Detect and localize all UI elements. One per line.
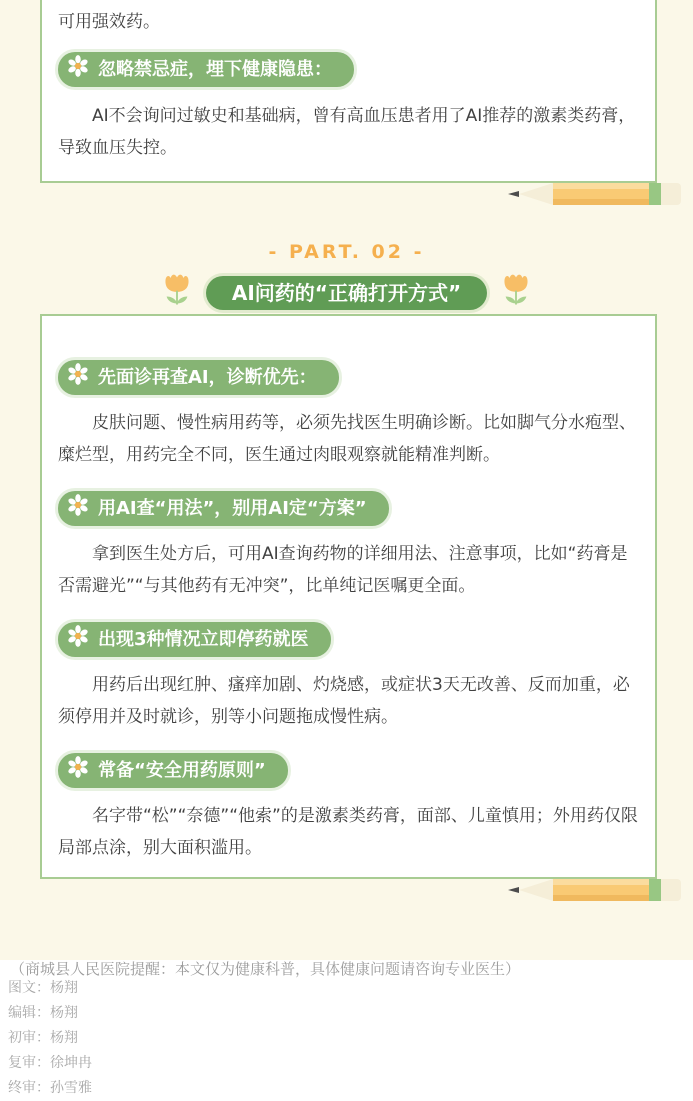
- credits-block: [0, 960, 693, 1101]
- pencil-icon: [508, 183, 681, 205]
- daisy-icon: [67, 625, 89, 647]
- part-title-row: [0, 271, 693, 314]
- paragraph: 皮肤问题、慢性病用药等，必须先找医生明确诊断。比如脚气分水疱型、糜烂型，用药完全不同，医生通过肉眼观察就能精准判断。: [58, 413, 636, 465]
- pencil-divider: [0, 879, 693, 901]
- section: [58, 491, 639, 602]
- daisy-icon: [67, 55, 89, 77]
- paragraph: 可用强效药。: [58, 12, 160, 32]
- daisy-icon: [67, 756, 89, 778]
- daisy-icon: [67, 494, 89, 516]
- tulip-icon: [501, 272, 531, 314]
- section-title: 先面诊再查AI，诊断优先：: [98, 366, 317, 388]
- section: [58, 360, 639, 471]
- content-card-part1: [40, 0, 657, 183]
- pencil-icon: [508, 879, 681, 901]
- pencil-lead: [508, 191, 519, 197]
- credit-line: 初审：杨翔: [8, 1030, 78, 1046]
- paragraph: 用药后出现红肿、瘙痒加剧、灼烧感，或症状3天无改善、反而加重，必须停用并及时就诊，别等小问题拖成慢性病。: [58, 675, 630, 727]
- pencil-eraser: [661, 183, 681, 205]
- part-label: - PART. 02 -: [268, 241, 425, 263]
- section-title-pill: [58, 491, 389, 526]
- daisy-icon: [67, 756, 89, 785]
- credit-line: 复审：徐坤冉: [8, 1055, 92, 1071]
- pencil-band: [649, 183, 661, 205]
- pencil-eraser: [661, 879, 681, 901]
- section: [58, 753, 639, 864]
- daisy-icon: [67, 363, 89, 385]
- section-title: 用AI查“用法”，别用AI定“方案”: [98, 497, 367, 519]
- tulip-icon: [162, 272, 192, 314]
- daisy-icon: [67, 494, 89, 523]
- pencil-lead: [508, 887, 519, 893]
- paragraph: 名字带“松”“奈德”“他索”的是激素类药膏，面部、儿童慎用；外用药仅限局部点涂，别大面积滥用。: [58, 806, 638, 858]
- paragraph: 拿到医生处方后，可用AI查询药物的详细用法、注意事项，比如“药膏是否需避光”“与其他药有无冲突”，比单纯记医嘱更全面。: [58, 544, 628, 596]
- section-title: 出现3种情况立即停药就医: [98, 628, 309, 650]
- daisy-icon: [67, 363, 89, 392]
- daisy-icon: [67, 55, 89, 84]
- pencil-body: [553, 183, 649, 205]
- credit-line: 图文：杨翔: [8, 980, 78, 996]
- pencil-band: [649, 879, 661, 901]
- credit-line: 编辑：杨翔: [8, 1005, 78, 1021]
- section-title: 忽略禁忌症，埋下健康隐患：: [98, 58, 332, 80]
- section-title-pill: [58, 360, 339, 395]
- section: [58, 622, 639, 733]
- pencil-body: [553, 879, 649, 901]
- pencil-wood: [519, 183, 553, 205]
- pencil-divider: [0, 183, 693, 205]
- content-card-part2: [40, 314, 657, 879]
- daisy-icon: [67, 625, 89, 654]
- paragraph: AI不会询问过敏史和基础病，曾有高血压患者用了AI推荐的激素类药膏，导致血压失控。: [58, 106, 636, 158]
- section-title-pill: [58, 753, 288, 788]
- hospital-reminder: （商城县人民医院提醒：本文仅为健康科普，具体健康问题请咨询专业医生）: [10, 960, 521, 978]
- section-title-pill: [58, 52, 354, 87]
- credit-line: 终审：孙雪雅: [8, 1080, 92, 1096]
- pencil-wood: [519, 879, 553, 901]
- part-title-pill: AI问药的“正确打开方式”: [206, 276, 487, 310]
- section-title: 常备“安全用药原则”: [98, 759, 266, 781]
- section-title-pill: [58, 622, 331, 657]
